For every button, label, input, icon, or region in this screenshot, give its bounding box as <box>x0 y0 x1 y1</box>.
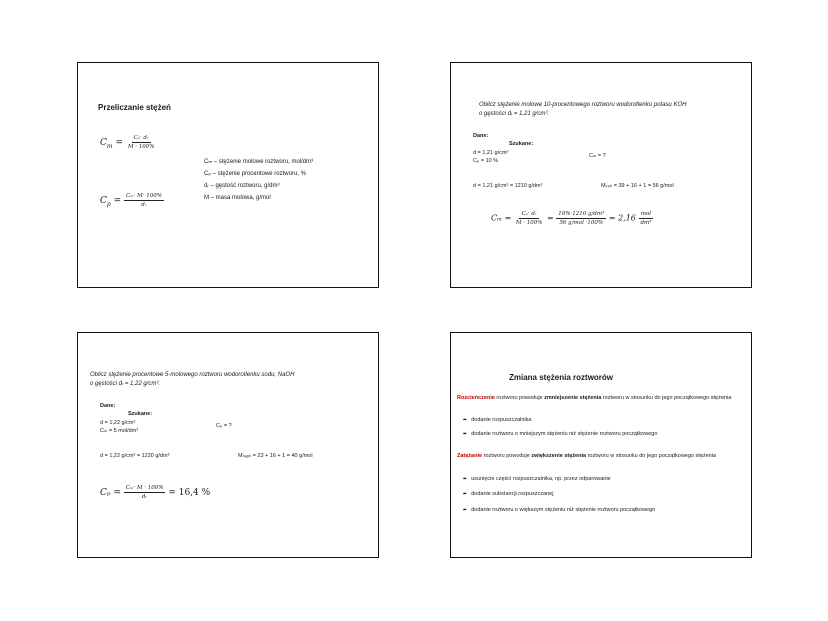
slide-koh-example <box>450 62 752 288</box>
arrow-right-icon: ➨ <box>463 417 468 423</box>
sought-label: Szukane: <box>509 141 534 147</box>
slide-conversion-formulas <box>77 62 379 288</box>
legend-item: Cₘ – stężenie molowe roztworu, mol/dm³ <box>204 159 314 165</box>
concentration-definition: Zatężanie roztworu powoduje zwiększenie stężenia roztworu w stosunku do jego początkowego stężenia <box>457 453 716 459</box>
arrow-right-icon: ➨ <box>463 431 468 437</box>
calculation: Cₘ = $\frac{\text{Cₚ· dᵣ}}{M \cdot 100\%}$ = $\frac{\text{10\%·1210 g/dm³}}{\text{56 g/mol ·100\%}}$ = 2,16 $\frac{\text{mol}}{\text{dm³}}$ <box>491 211 652 226</box>
list-item: ➨ dodanie rozpuszczalnika <box>463 417 532 423</box>
arrow-right-icon: ➨ <box>463 507 468 513</box>
formula-cp: $C_p$ = $\frac{\text{Cₘ· M· 100\%}}{\text{dᵣ}}$ <box>100 193 162 208</box>
density-conversion: d = 1,21 g/cm³ = 1210 g/dm³ <box>473 183 543 189</box>
list-item: ➨ dodanie roztworu o mniejszym stężeniu niż stężenie roztworu początkowego <box>463 431 658 437</box>
formula-cm: $C_m$ = $\frac{\text{Cₚ· dᵣ}}{M \cdot 100\%}$ <box>100 135 155 150</box>
density-conversion: d = 1,22 g/cm³ = 1220 g/dm³ <box>100 453 170 459</box>
arrow-right-icon: ➨ <box>463 491 468 497</box>
fraction: $\frac{\text{Cₘ· M· 100\%}}{\text{dᵣ}}$ <box>126 193 162 208</box>
list-item: ➨ usunięcie części rozpuszczalnika, np. przez odparowanie <box>463 476 611 482</box>
legend-item: Cₚ – stężenie procentowe roztworu, % <box>204 171 306 177</box>
legend-item: M – masa molowa, g/mol <box>204 195 271 201</box>
molar-mass: Mₙₐₒₕ = 23 + 16 + 1 = 40 g/mol <box>238 453 313 459</box>
given-label: Dane: <box>100 403 116 409</box>
list-item: ➨ dodanie substancji rozpuszczanej <box>463 491 554 497</box>
task-text: Oblicz stężenie procentowe 5-molowego roztworu wodorotlenku sodu, NaOH o gęstości dᵣ = 1,22 g/cm³. <box>90 372 295 387</box>
slide-title: Przeliczanie stężeń <box>98 103 171 112</box>
task-text: Oblicz stężenie molowe 10-procentowego roztworu wodorotlenku potasu KOH o gęstości dᵣ = 1,21 g/cm³. <box>479 102 687 117</box>
slide-concentration-change <box>450 332 752 558</box>
given-values: d = 1,21 g/cm³ Cₚ = 10 % <box>473 150 509 164</box>
legend-item: dᵣ – gęstość roztworu, g/dm³ <box>204 183 280 189</box>
fraction: $\frac{\text{Cₘ· M · 100\%}}{\text{dᵣ}}$ <box>125 485 164 500</box>
fraction: $\frac{\text{Cₚ· dᵣ}}{M \cdot 100\%}$ <box>127 135 155 150</box>
calculation: Cₚ = $\frac{\text{Cₘ· M · 100\%}}{\text{dᵣ}}$ = 16,4 % <box>100 485 211 500</box>
slide-naoh-example <box>77 332 379 558</box>
molar-mass: Mₖₒₕ = 39 + 16 + 1 = 56 g/mol <box>601 183 674 189</box>
list-item: ➨ dodanie roztworu o większym stężeniu niż stężenie roztworu początkowego <box>463 507 656 513</box>
fraction: $\frac{\text{10\%·1210 g/dm³}}{\text{56 g/mol ·100\%}}$ <box>558 211 605 226</box>
slide-title: Zmiana stężenia roztworów <box>509 373 614 382</box>
dilution-definition: Rozcieńczenie roztworu powoduje zmniejszenie stężenia roztworu w stosunku do jego początkowego stężenia <box>457 395 732 401</box>
sought-value: Cₚ = ? <box>216 423 232 429</box>
unit-fraction: $\frac{\text{mol}}{\text{dm³}}$ <box>640 211 652 226</box>
sought-value: Cₘ = ? <box>589 153 606 159</box>
symbol-legend <box>204 156 313 204</box>
fraction: $\frac{\text{Cₚ· dᵣ}}{M \cdot 100\%}$ <box>515 211 543 226</box>
given-values: d = 1,22 g/cm³ Cₘ = 5 mol/dm³ <box>100 420 139 434</box>
arrow-right-icon: ➨ <box>463 476 468 482</box>
sought-label: Szukane: <box>128 411 153 417</box>
given-label: Dane: <box>473 133 489 139</box>
